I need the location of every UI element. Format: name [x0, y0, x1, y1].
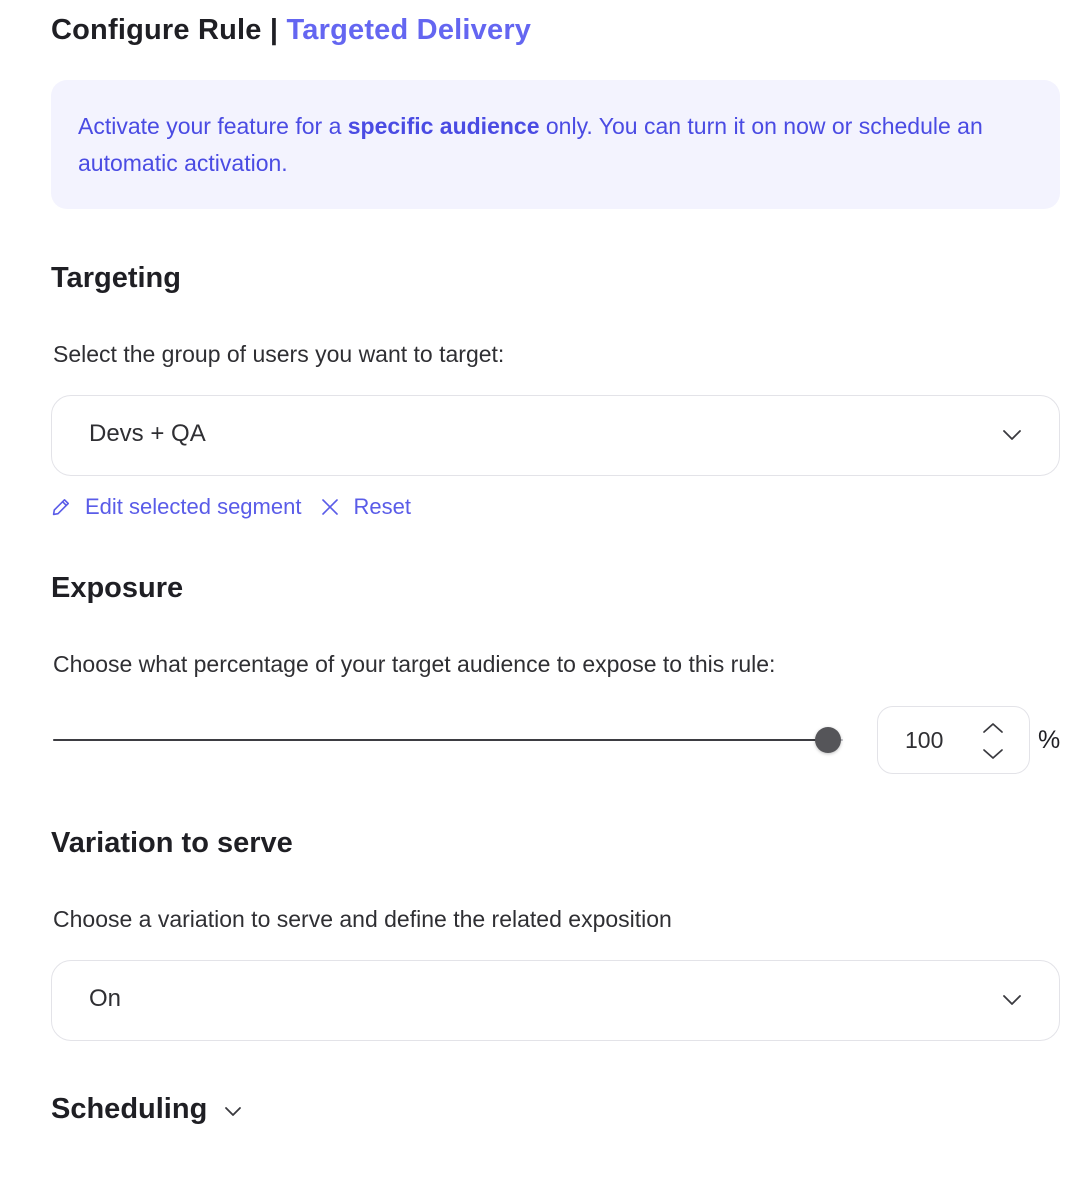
targeting-description: Select the group of users you want to target: [53, 341, 505, 367]
segment-actions [51, 490, 411, 524]
percent-unit: % [1038, 726, 1061, 754]
info-banner-text-end: only. You can turn it on now or schedule an automatic activation. [78, 113, 983, 176]
chevron-down-icon [1001, 427, 1023, 443]
slider-thumb[interactable] [815, 727, 841, 753]
scheduling-title: Scheduling [51, 1093, 208, 1125]
decrement-button[interactable] [980, 743, 1006, 765]
reset-segment-link[interactable] [321, 494, 410, 520]
page-title [51, 14, 531, 47]
close-icon [321, 498, 339, 516]
slider-fill [53, 739, 828, 741]
segment-select-value: Devs + QA [89, 420, 206, 447]
scheduling-toggle[interactable] [51, 1093, 243, 1126]
variation-description: Choose a variation to serve and define the related exposition [53, 906, 672, 932]
exposure-percentage-value: 100 [905, 727, 944, 753]
increment-button[interactable] [980, 717, 1006, 739]
reset-segment-label: Reset [353, 494, 411, 519]
targeting-title: Targeting [51, 262, 181, 294]
variation-select-value: On [89, 985, 122, 1012]
variation-title: Variation to serve [51, 827, 293, 859]
pencil-icon [51, 497, 71, 517]
page-title-separator: | [269, 14, 279, 46]
chevron-up-icon [980, 717, 1006, 739]
exposure-description: Choose what percentage of your target audience to expose to this rule: [53, 651, 776, 677]
info-banner [51, 80, 1060, 209]
variation-select[interactable] [51, 960, 1060, 1041]
chevron-down-icon [980, 743, 1006, 765]
segment-select[interactable] [51, 395, 1060, 476]
exposure-percentage-input[interactable] [877, 706, 1030, 774]
info-banner-text-start: Activate your feature for a [78, 113, 348, 139]
edit-segment-label: Edit selected segment [85, 494, 302, 519]
page-title-rule-type: Targeted Delivery [286, 14, 532, 46]
page-title-prefix: Configure Rule [51, 14, 262, 46]
exposure-title: Exposure [51, 572, 184, 604]
exposure-slider[interactable] [53, 724, 843, 756]
chevron-down-icon [223, 1105, 243, 1119]
edit-segment-link[interactable] [51, 494, 301, 520]
info-banner-highlight: specific audience [347, 113, 540, 139]
chevron-down-icon [1001, 992, 1023, 1008]
